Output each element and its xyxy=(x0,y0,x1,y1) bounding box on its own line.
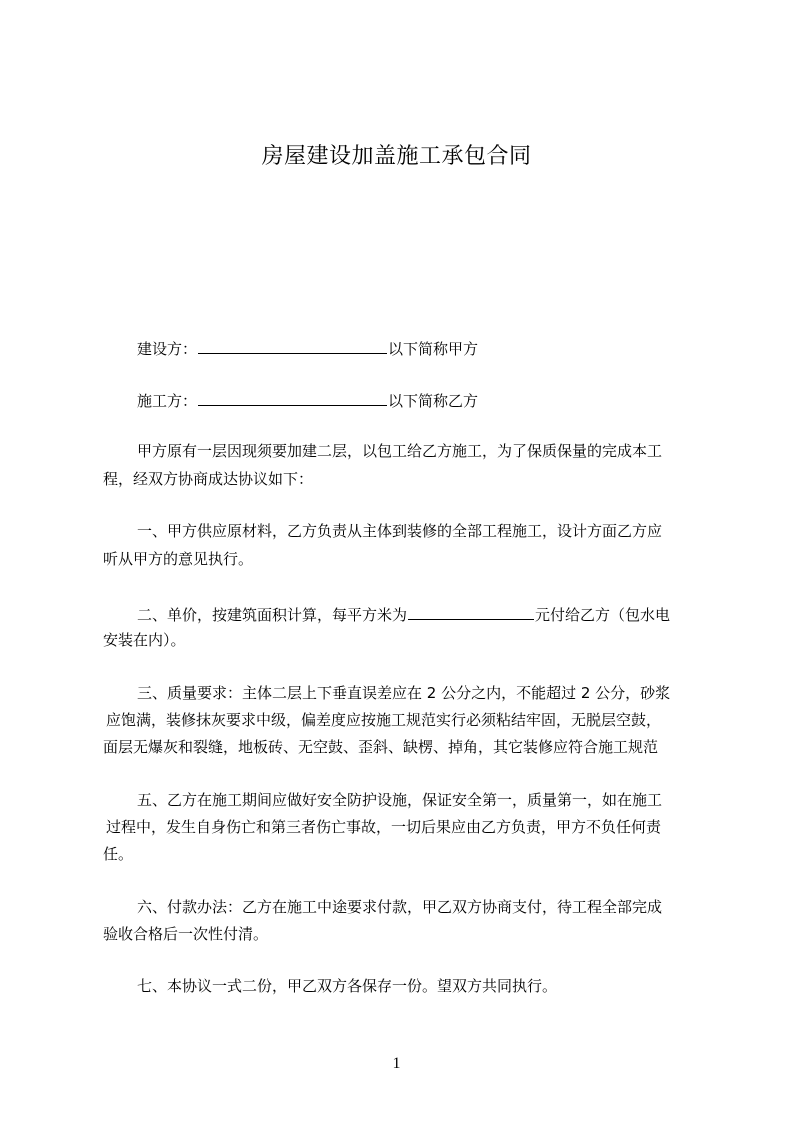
intro-line-2: 程，经双方协商成达协议如下： xyxy=(103,470,314,488)
builder-suffix: 以下简称甲方 xyxy=(388,340,479,358)
clause5-line-2: 过程中，发生自身伤亡和第三者伤亡事故，一切后果应由乙方负责，甲方不负任何责 xyxy=(106,818,662,836)
clause2-text-before: 二、单价，按建筑面积计算，每平方米为 xyxy=(137,606,408,624)
intro-line-1: 甲方原有一层因现须要加建二层，以包工给乙方施工，为了保质保量的完成本工 xyxy=(137,442,663,460)
clause2-line-2: 安装在内）。 xyxy=(103,631,186,649)
clause3-line-2: 应饱满，装修抹灰要求中级，偏差度应按施工规范实行必须粘结牢固，无脱层空鼓， xyxy=(106,711,662,729)
clause1-line-2: 听从甲方的意见执行。 xyxy=(103,550,254,568)
clause6-line-1: 六、付款办法：乙方在施工中途要求付款，甲乙双方协商支付，待工程全部完成 xyxy=(137,898,663,916)
clause5-line-1: 五、乙方在施工期间应做好安全防护设施，保证安全第一，质量第一，如在施工 xyxy=(137,791,663,809)
unit-price-blank xyxy=(408,603,534,620)
clause5-line-3: 任。 xyxy=(103,845,134,863)
page-number: 1 xyxy=(392,1055,401,1072)
builder-line xyxy=(137,337,478,359)
clause7-line-1: 七、本协议一式二份，甲乙双方各保存一份。望双方共同执行。 xyxy=(137,977,558,995)
clause6-line-2: 验收合格后一次性付清。 xyxy=(103,925,269,943)
page-title: 房屋建设加盖施工承包合同 xyxy=(261,144,532,169)
clause3-line-3: 面层无爆灰和裂缝，地板砖、无空鼓、歪斜、缺楞、掉角，其它装修应符合施工规范 xyxy=(103,738,659,756)
builder-blank xyxy=(198,337,387,354)
clause2-text-after: 元付给乙方（包水电 xyxy=(535,606,671,624)
builder-label: 建设方： xyxy=(137,340,198,358)
clause3-line-1: 三、质量要求：主体二层上下垂直误差应在 2 公分之内，不能超过 2 公分，砂浆 xyxy=(137,684,671,702)
contractor-blank xyxy=(198,389,387,406)
clause2-line-1 xyxy=(137,603,670,625)
clause1-line-1: 一、甲方供应原材料，乙方负责从主体到装修的全部工程施工，设计方面乙方应 xyxy=(137,522,663,540)
contractor-suffix: 以下简称乙方 xyxy=(388,392,479,410)
contractor-label: 施工方： xyxy=(137,392,198,410)
contractor-line xyxy=(137,389,478,411)
